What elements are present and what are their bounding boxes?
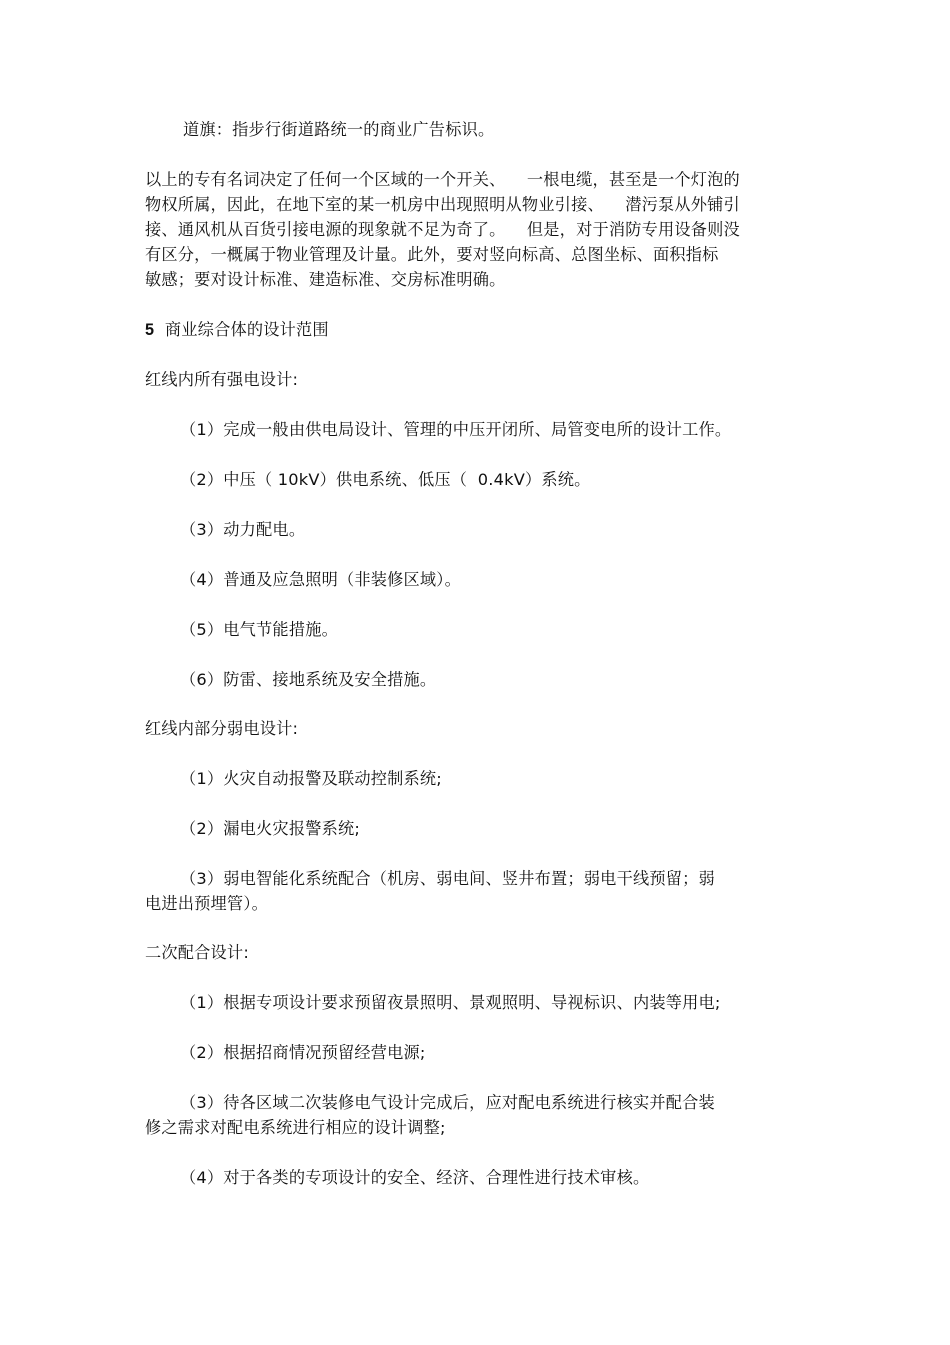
intro-line-5: 敏感；要对设计标准、建造标准、交房标准明确。	[145, 270, 506, 289]
section-5-number: 5	[145, 321, 155, 339]
secondary-item-3-line-2: 修之需求对配电系统进行相应的设计调整;	[145, 1118, 446, 1137]
strong-item-3: （3）动力配电。	[180, 520, 306, 539]
weak-electric-title: 红线内部分弱电设计:	[145, 719, 299, 738]
intro-line-2: 物权所属，因此，在地下室的某一机房中出现照明从物业引接、 潜污泵从外铺引	[145, 195, 740, 214]
intro-line-3: 接、通风机从百货引接电源的现象就不足为奇了。 但是，对于消防专用设备则没	[145, 220, 740, 239]
para-daoqi: 道旗：指步行街道路统一的商业广告标识。	[183, 120, 495, 139]
strong-item-2: （2）中压（ 10kV）供电系统、低压（ 0.4kV）系统。	[180, 470, 591, 489]
secondary-item-3-line-1: （3）待各区域二次装修电气设计完成后，应对配电系统进行核实并配合装	[180, 1093, 715, 1112]
strong-item-4: （4）普通及应急照明（非装修区域）。	[180, 570, 461, 589]
weak-item-3-line-1: （3）弱电智能化系统配合（机房、弱电间、竖井布置；弱电干线预留；弱	[180, 869, 715, 888]
intro-line-1: 以上的专有名词决定了任何一个区域的一个开关、 一根电缆，甚至是一个灯泡的	[145, 170, 740, 189]
strong-electric-title: 红线内所有强电设计:	[145, 370, 299, 389]
secondary-item-1: （1）根据专项设计要求预留夜景照明、景观照明、导视标识、内装等用电;	[180, 993, 721, 1012]
secondary-design-title: 二次配合设计:	[145, 943, 249, 962]
strong-item-6: （6）防雷、接地系统及安全措施。	[180, 670, 437, 689]
strong-item-5: （5）电气节能措施。	[180, 620, 338, 639]
weak-item-1: （1）火灾自动报警及联动控制系统;	[180, 769, 442, 788]
section-5-title: 商业综合体的设计范围	[164, 320, 329, 339]
section-5-heading	[145, 318, 329, 342]
secondary-item-2: （2）根据招商情况预留经营电源;	[180, 1043, 426, 1062]
weak-item-3-line-2: 电进出预埋管）。	[145, 894, 268, 913]
intro-line-4: 有区分，一概属于物业管理及计量。此外，要对竖向标高、总图坐标、面积指标	[145, 245, 719, 264]
strong-item-1: （1）完成一般由供电局设计、管理的中压开闭所、局管变电所的设计工作。	[180, 420, 732, 439]
secondary-item-4: （4）对于各类的专项设计的安全、经济、合理性进行技术审核。	[180, 1168, 650, 1187]
weak-item-2: （2）漏电火灾报警系统;	[180, 819, 361, 838]
